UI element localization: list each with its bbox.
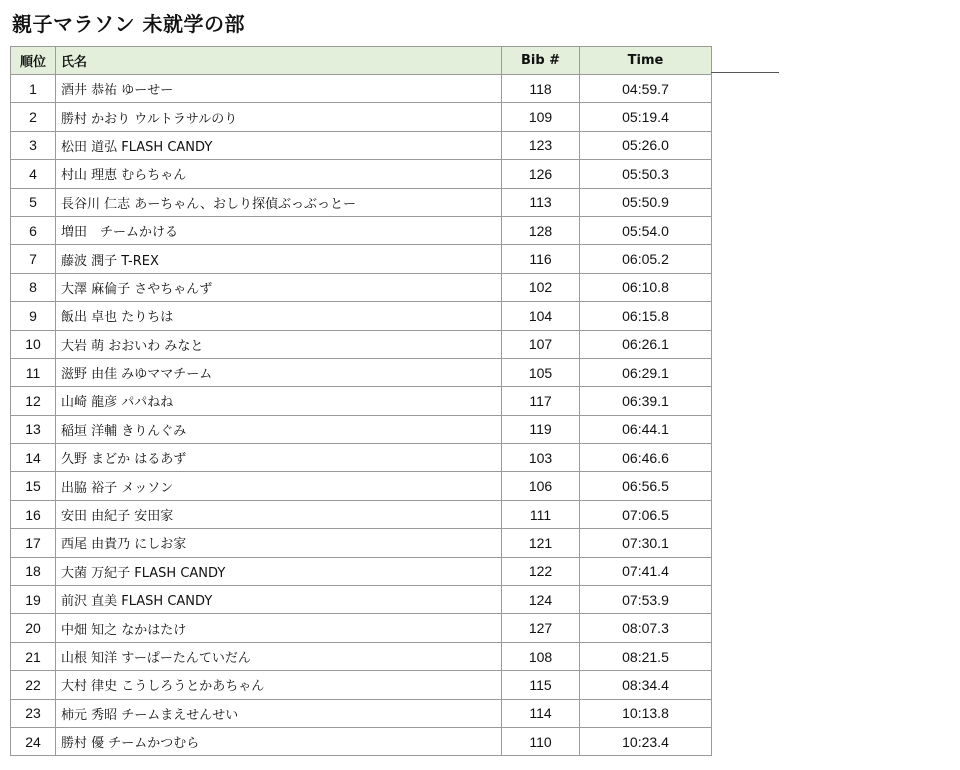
header-extension-line: [711, 72, 779, 73]
cell-rank: 1: [11, 75, 56, 103]
cell-bib: 108: [502, 642, 580, 670]
cell-bib: 119: [502, 415, 580, 443]
cell-bib: 111: [502, 500, 580, 528]
table-row: [11, 642, 712, 670]
cell-name: 勝村 かおり ウルトラサルのり: [56, 103, 502, 131]
cell-time: 05:19.4: [580, 103, 712, 131]
cell-time: 04:59.7: [580, 75, 712, 103]
cell-rank: 12: [11, 387, 56, 415]
table-row: [11, 302, 712, 330]
cell-rank: 2: [11, 103, 56, 131]
cell-bib: 126: [502, 160, 580, 188]
cell-time: 06:46.6: [580, 444, 712, 472]
cell-rank: 10: [11, 330, 56, 358]
cell-time: 06:29.1: [580, 358, 712, 386]
cell-bib: 117: [502, 387, 580, 415]
cell-time: 07:41.4: [580, 557, 712, 585]
results-table: [10, 46, 712, 756]
cell-time: 07:30.1: [580, 529, 712, 557]
cell-time: 06:44.1: [580, 415, 712, 443]
cell-bib: 102: [502, 273, 580, 301]
table-row: [11, 727, 712, 755]
cell-name: 山根 知洋 すーぱーたんていだん: [56, 642, 502, 670]
cell-name: 酒井 恭祐 ゆーせー: [56, 75, 502, 103]
cell-time: 08:21.5: [580, 642, 712, 670]
cell-bib: 106: [502, 472, 580, 500]
cell-rank: 22: [11, 671, 56, 699]
cell-time: 06:26.1: [580, 330, 712, 358]
cell-rank: 3: [11, 131, 56, 159]
cell-rank: 7: [11, 245, 56, 273]
table-row: [11, 614, 712, 642]
cell-name: 安田 由紀子 安田家: [56, 500, 502, 528]
page-title: 親子マラソン 未就学の部: [12, 12, 245, 36]
cell-time: 05:50.3: [580, 160, 712, 188]
cell-rank: 20: [11, 614, 56, 642]
cell-name: 出脇 裕子 メッソン: [56, 472, 502, 500]
cell-time: 05:54.0: [580, 216, 712, 244]
cell-time: 05:26.0: [580, 131, 712, 159]
table-row: [11, 557, 712, 585]
table-row: [11, 75, 712, 103]
table-row: [11, 500, 712, 528]
table-row: [11, 387, 712, 415]
cell-name: 勝村 優 チームかつむら: [56, 727, 502, 755]
table-row: [11, 415, 712, 443]
cell-name: 前沢 直美 FLASH CANDY: [56, 586, 502, 614]
table-row: [11, 586, 712, 614]
cell-bib: 113: [502, 188, 580, 216]
cell-time: 06:39.1: [580, 387, 712, 415]
cell-name: 西尾 由貴乃 にしお家: [56, 529, 502, 557]
cell-rank: 14: [11, 444, 56, 472]
table-row: [11, 330, 712, 358]
cell-time: 07:06.5: [580, 500, 712, 528]
cell-time: 10:13.8: [580, 699, 712, 727]
cell-bib: 118: [502, 75, 580, 103]
cell-time: 08:34.4: [580, 671, 712, 699]
header-row: [11, 47, 712, 75]
table-row: [11, 245, 712, 273]
cell-name: 久野 まどか はるあず: [56, 444, 502, 472]
cell-name: 大村 律史 こうしろうとかあちゃん: [56, 671, 502, 699]
cell-bib: 114: [502, 699, 580, 727]
header-rank: 順位: [11, 47, 56, 75]
cell-time: 08:07.3: [580, 614, 712, 642]
cell-bib: 107: [502, 330, 580, 358]
cell-bib: 116: [502, 245, 580, 273]
cell-bib: 122: [502, 557, 580, 585]
results-body: [11, 75, 712, 756]
cell-rank: 21: [11, 642, 56, 670]
cell-rank: 23: [11, 699, 56, 727]
cell-rank: 5: [11, 188, 56, 216]
cell-time: 06:05.2: [580, 245, 712, 273]
cell-time: 06:15.8: [580, 302, 712, 330]
header-name: 氏名: [56, 47, 502, 75]
cell-name: 中畑 知之 なかはたけ: [56, 614, 502, 642]
cell-rank: 17: [11, 529, 56, 557]
table-row: [11, 444, 712, 472]
header-bib: Bib #: [502, 47, 580, 75]
cell-rank: 24: [11, 727, 56, 755]
cell-time: 06:56.5: [580, 472, 712, 500]
table-row: [11, 188, 712, 216]
cell-bib: 104: [502, 302, 580, 330]
cell-rank: 15: [11, 472, 56, 500]
table-row: [11, 529, 712, 557]
table-row: [11, 699, 712, 727]
cell-rank: 6: [11, 216, 56, 244]
cell-name: 滋野 由佳 みゆママチーム: [56, 358, 502, 386]
cell-bib: 121: [502, 529, 580, 557]
cell-name: 松田 道弘 FLASH CANDY: [56, 131, 502, 159]
cell-rank: 8: [11, 273, 56, 301]
cell-name: 飯出 卓也 たりちは: [56, 302, 502, 330]
cell-name: 稲垣 洋輔 きりんぐみ: [56, 415, 502, 443]
cell-rank: 4: [11, 160, 56, 188]
cell-name: 藤波 潤子 T-REX: [56, 245, 502, 273]
cell-name: 大澤 麻倫子 さやちゃんず: [56, 273, 502, 301]
cell-name: 長谷川 仁志 あーちゃん、おしり探偵ぶっぶっとー: [56, 188, 502, 216]
cell-bib: 127: [502, 614, 580, 642]
cell-time: 06:10.8: [580, 273, 712, 301]
cell-bib: 110: [502, 727, 580, 755]
cell-rank: 9: [11, 302, 56, 330]
table-row: [11, 216, 712, 244]
cell-bib: 115: [502, 671, 580, 699]
cell-name: 増田 チームかける: [56, 216, 502, 244]
cell-bib: 128: [502, 216, 580, 244]
cell-time: 07:53.9: [580, 586, 712, 614]
cell-name: 大岩 萌 おおいわ みなと: [56, 330, 502, 358]
cell-name: 柿元 秀昭 チームまえせんせい: [56, 699, 502, 727]
table-row: [11, 358, 712, 386]
cell-name: 山崎 龍彦 パパねね: [56, 387, 502, 415]
header-time: Time: [580, 47, 712, 75]
table-row: [11, 472, 712, 500]
cell-bib: 123: [502, 131, 580, 159]
table-row: [11, 131, 712, 159]
table-row: [11, 671, 712, 699]
cell-name: 村山 理恵 むらちゃん: [56, 160, 502, 188]
table-row: [11, 160, 712, 188]
cell-bib: 109: [502, 103, 580, 131]
cell-rank: 13: [11, 415, 56, 443]
cell-bib: 105: [502, 358, 580, 386]
cell-time: 10:23.4: [580, 727, 712, 755]
table-row: [11, 103, 712, 131]
cell-rank: 16: [11, 500, 56, 528]
table-row: [11, 273, 712, 301]
cell-rank: 18: [11, 557, 56, 585]
cell-rank: 11: [11, 358, 56, 386]
cell-rank: 19: [11, 586, 56, 614]
cell-name: 大菌 万紀子 FLASH CANDY: [56, 557, 502, 585]
cell-bib: 103: [502, 444, 580, 472]
cell-bib: 124: [502, 586, 580, 614]
cell-time: 05:50.9: [580, 188, 712, 216]
